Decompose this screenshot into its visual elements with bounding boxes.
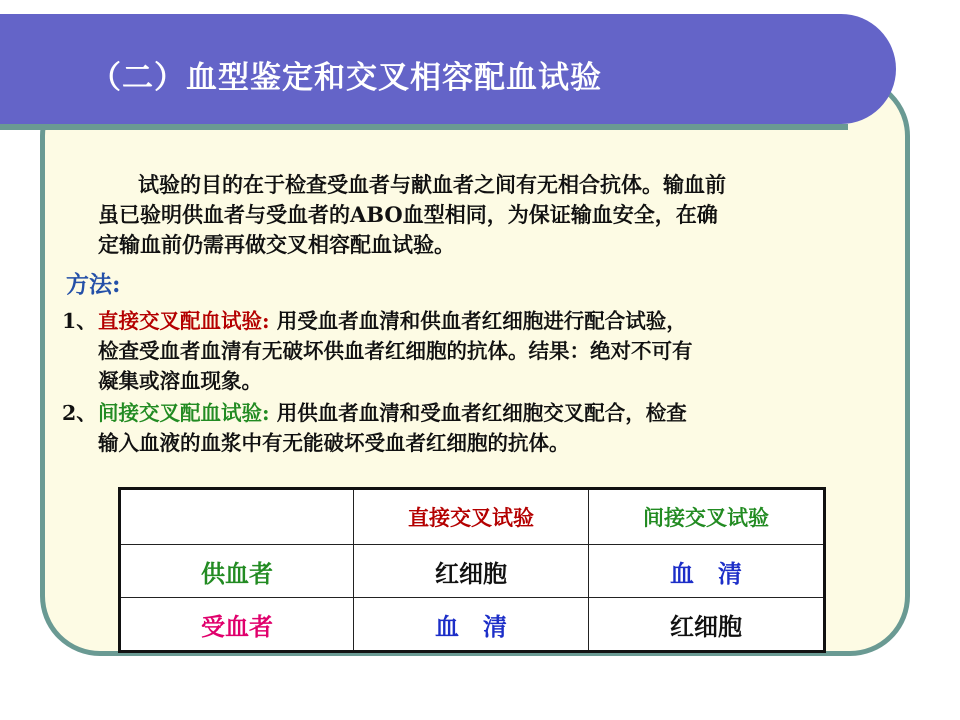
item-line-1: 用供血者血清和受血者红细胞交叉配合，检查 [269, 401, 687, 425]
method-item-indirect [62, 398, 882, 458]
intro-line-2: 虽已验明供血者与受血者的ABO血型相同，为保证输血安全，在确 [98, 202, 718, 227]
crossmatch-table [118, 487, 826, 653]
item-colon: : [262, 309, 270, 333]
row-label-donor: 供血者 [120, 545, 354, 598]
item-colon: : [262, 401, 270, 425]
item-line-1: 用受血者血清和供血者红细胞进行配合试验， [269, 309, 687, 333]
table-header-row [120, 489, 825, 545]
item-line-3: 凝集或溶血现象。 [98, 369, 262, 393]
item-line-2: 检查受血者血清有无破坏供血者红细胞的抗体。结果：绝对不可有 [98, 339, 693, 363]
title-underline [0, 124, 848, 130]
table-cell: 血 清 [589, 545, 825, 598]
table-row-donor [120, 545, 825, 598]
item-label-direct: 直接交叉配血试验 [98, 309, 262, 333]
item-label-indirect: 间接交叉配血试验 [98, 401, 262, 425]
item-number: 1、 [62, 309, 97, 333]
table-header-empty [120, 489, 354, 545]
table-cell: 红细胞 [589, 598, 825, 652]
intro-paragraph [98, 170, 890, 260]
method-item-direct [62, 306, 882, 396]
table-row-recipient [120, 598, 825, 652]
item-number: 2、 [62, 401, 97, 425]
table-cell: 红细胞 [354, 545, 589, 598]
intro-line-1: 试验的目的在于检查受血者与献血者之间有无相合抗体。输血前 [138, 172, 726, 197]
slide-title: （二）血型鉴定和交叉相容配血试验 [90, 60, 602, 96]
table-header-indirect: 间接交叉试验 [589, 489, 825, 545]
item-line-2: 输入血液的血浆中有无能破坏受血者红细胞的抗体。 [98, 431, 570, 455]
table-header-direct: 直接交叉试验 [354, 489, 589, 545]
method-heading: 方法: [66, 271, 121, 298]
row-label-recipient: 受血者 [120, 598, 354, 652]
table-cell: 血 清 [354, 598, 589, 652]
intro-line-3: 定输血前仍需再做交叉相容配血试验。 [98, 232, 455, 257]
